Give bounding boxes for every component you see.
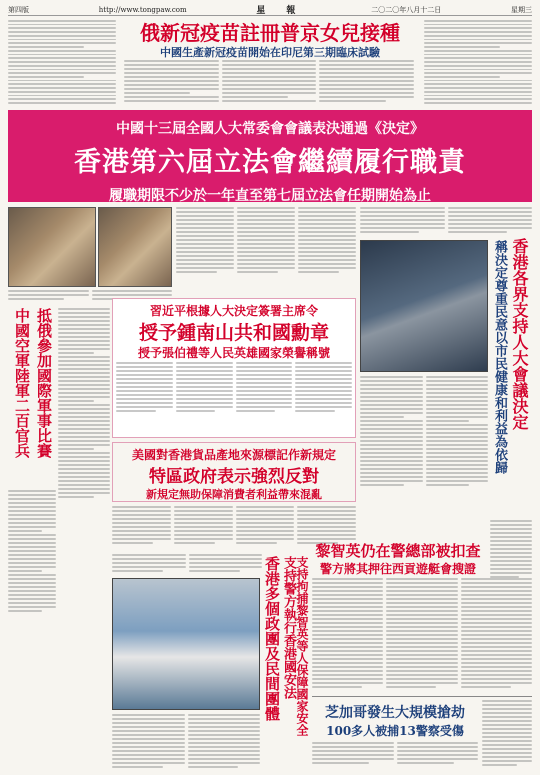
top-headline: 俄新冠疫苗註冊普京女兒接種	[140, 21, 400, 45]
chicago-story-text	[312, 742, 478, 770]
rally-photo	[112, 578, 260, 710]
support-headline: 香港多個政團及民間團體	[263, 556, 281, 721]
top-subheadline: 中國生產新冠疫苗開始在印尼第三期臨床試驗	[160, 46, 380, 59]
top-center-text	[124, 60, 414, 104]
page-number: 第四版	[8, 5, 29, 14]
weekday: 星期三	[510, 5, 532, 14]
issue-date: 二〇二〇年八月十二日	[371, 5, 442, 14]
masthead: 星 報	[256, 6, 302, 16]
lead-banner	[8, 110, 532, 202]
section-divider	[312, 696, 532, 697]
support-decision-subhead: 稱決定尊重民意以市民健康和利益為依歸	[492, 240, 507, 474]
medal-kicker: 習近平根據人大決定簽署主席令	[149, 304, 318, 318]
right-story-text	[360, 376, 488, 526]
top-right-text	[424, 20, 532, 104]
press-briefing-photo	[360, 240, 488, 372]
labeling-kicker: 美國對香港貨品產地來源標記作新規定	[131, 448, 336, 462]
page-header	[8, 4, 532, 16]
medal-headline: 授予鍾南山共和國勳章	[138, 322, 329, 344]
support-story-top-text	[112, 554, 262, 574]
support-subhead: 支持警方執行香港國安法	[281, 556, 296, 699]
medal-subhead: 授予張伯禮等人民英雄國家榮譽稱號	[137, 346, 330, 360]
support-decision-headline: 香港各界支持人大會議決定	[510, 238, 529, 430]
lai-story-text	[312, 578, 532, 692]
medal-story-text	[116, 362, 352, 434]
banner-headline: 香港第六屆立法會繼續履行職責	[74, 147, 466, 178]
pla-story-text	[58, 308, 110, 775]
banner-kicker: 中國十三屆全國人大常委會會議表決通過《決定》	[116, 121, 424, 137]
left-story-text	[8, 490, 56, 770]
support-story-text	[112, 714, 260, 770]
labeling-subhead: 新規定無助保障消費者利益帶來混亂	[146, 488, 322, 501]
chicago-side-text	[482, 700, 532, 770]
chicago-headline: 芝加哥發生大規模搶劫	[325, 705, 465, 721]
right-top-text	[360, 207, 532, 235]
banner-subhead: 履職期限不少於一年直至第七屆立法會任期開始為止	[109, 188, 431, 204]
right-bottom-text	[490, 520, 532, 580]
support-subhead-2: 支持拘捕黎智英等人保障國家安全	[295, 556, 309, 736]
chicago-subhead: 100多人被捕13警察受傷	[326, 724, 464, 738]
lai-headline: 黎智英仍在警總部被扣查	[315, 542, 481, 560]
pla-subhead: 抵俄參加國際軍事比賽	[35, 308, 53, 458]
legislature-photo-2	[98, 207, 172, 287]
pla-headline: 中國空軍陸軍二百官兵	[13, 308, 31, 458]
lead-story-text	[176, 207, 356, 297]
top-left-text	[8, 20, 116, 104]
site-url[interactable]: http://www.tongpaw.com	[98, 5, 187, 14]
lai-subhead: 警方將其押往西貢遊艇會搜證	[319, 562, 476, 576]
labeling-headline: 特區政府表示強烈反對	[149, 467, 319, 487]
legislature-photo-1	[8, 207, 96, 287]
